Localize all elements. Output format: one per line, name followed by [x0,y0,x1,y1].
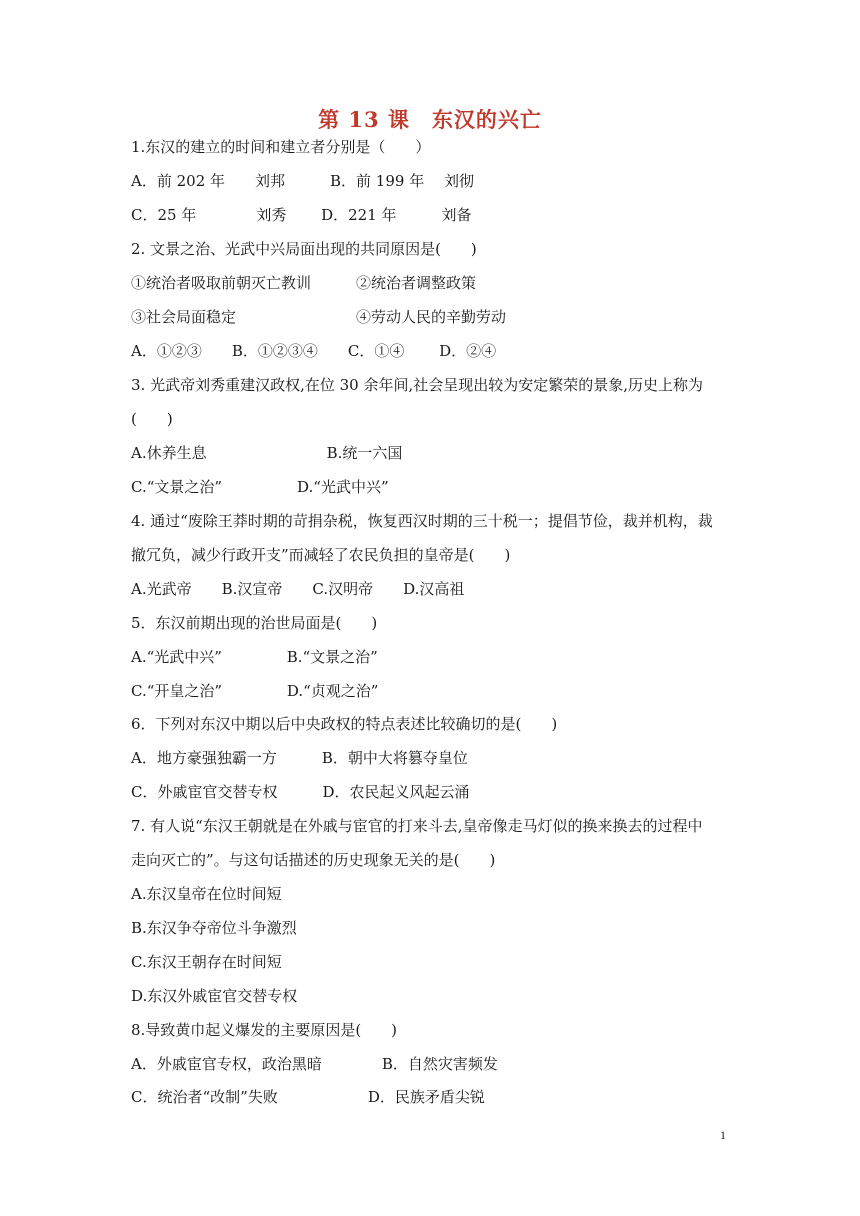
question-7-stem: 7. 有人说“东汉王朝就是在外戚与宦官的打来斗去,皇帝像走马灯似的换来换去的过程中 [131,817,703,835]
question-7-option-a: A.东汉皇帝在位时间短 [131,885,282,903]
question-3-options-cd: C.“文景之治” D.“光武中兴” [131,478,389,496]
question-3-stem: 3. 光武帝刘秀重建汉政权,在位 30 余年间,社会呈现出较为安定繁荣的景象,历史上称为 [131,376,704,394]
question-4-options: A.光武帝 B.汉宣帝 C.汉明帝 D.汉高祖 [131,580,465,598]
question-6-options-ab: A．地方豪强独霸一方 B．朝中大将篡夺皇位 [131,749,468,767]
question-6-stem: 6．下列对东汉中期以后中央政权的特点表述比较确切的是( ) [131,715,558,733]
question-7-option-d: D.东汉外戚宦官交替专权 [131,987,298,1005]
question-7-stem-cont: 走向灭亡的”。与这句话描述的历史现象无关的是( ) [131,851,496,869]
question-5-stem: 5．东汉前期出现的治世局面是( ) [131,614,378,632]
question-4-stem-cont: 撤冗负，减少行政开支”而减轻了农民负担的皇帝是( ) [131,546,511,564]
question-8-stem: 8.导致黄巾起义爆发的主要原因是( ) [131,1021,398,1039]
page-title: 第 13 课 东汉的兴亡 [318,107,542,132]
question-1-options-ab: A．前 202 年 刘邦 B．前 199 年 刘彻 [131,172,474,190]
question-8-options-ab: A．外戚宦官专权，政治黑暗 B．自然灾害频发 [131,1055,498,1073]
question-2-options: A．①②③ B．①②③④ C．①④ D．②④ [131,342,497,360]
question-2-statements-12: ①统治者吸取前朝灭亡教训 ②统治者调整政策 [131,274,477,292]
question-5-options-cd: C.“开皇之治” D.“贞观之治” [131,682,379,700]
question-5-options-ab: A.“光武中兴” B.“文景之治” [131,648,378,666]
question-4-stem: 4. 通过“废除王莽时期的苛捐杂税，恢复西汉时期的三十税一；提倡节俭，裁并机构，裁 [131,512,713,530]
question-2-stem: 2. 文景之治、光武中兴局面出现的共同原因是( ) [131,240,477,258]
page-number: 1 [720,1128,726,1142]
question-3-options-ab: A.休养生息 B.统一六国 [131,444,403,462]
question-7-option-c: C.东汉王朝存在时间短 [131,953,282,971]
question-6-options-cd: C．外戚宦官交替专权 D．农民起义风起云涌 [131,783,470,801]
question-1-options-cd: C．25 年 刘秀 D．221 年 刘备 [131,206,472,224]
question-7-option-b: B.东汉争夺帝位斗争激烈 [131,919,297,937]
question-3-stem-cont: ( ) [131,410,173,428]
question-2-statements-34: ③社会局面稳定 ④劳动人民的辛勤劳动 [131,308,507,326]
question-8-options-cd: C．统治者“改制”失败 D．民族矛盾尖锐 [131,1088,485,1106]
question-1-stem: 1.东汉的建立的时间和建立者分别是（ ） [131,138,431,156]
